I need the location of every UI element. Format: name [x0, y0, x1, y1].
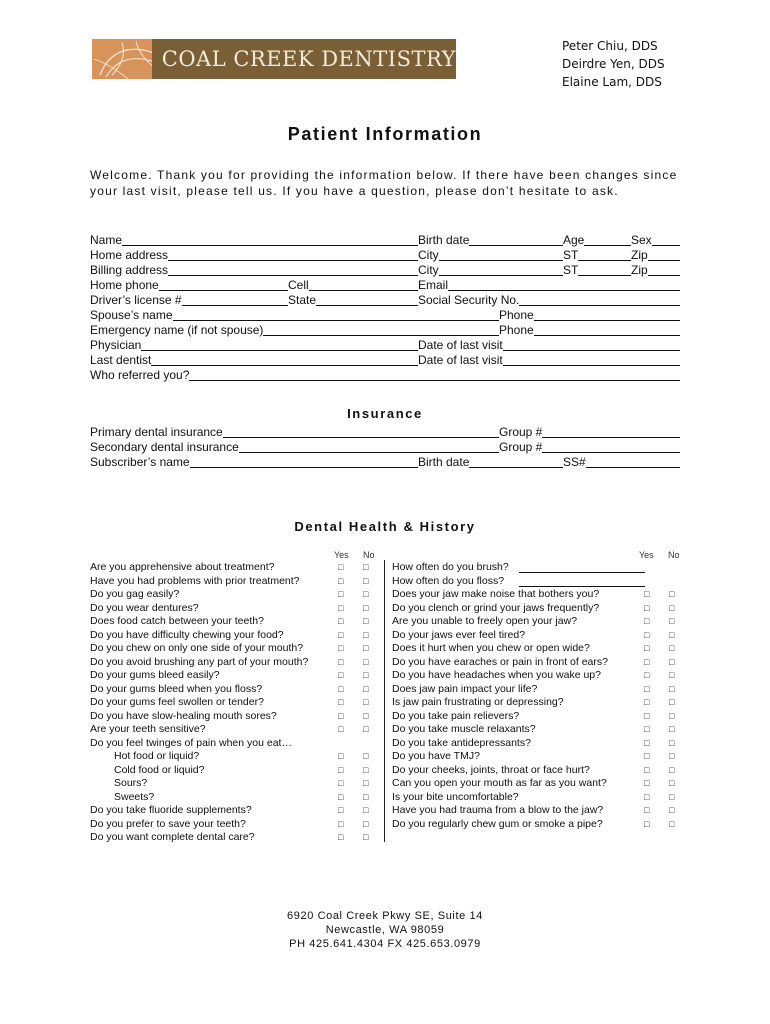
blank-line[interactable]	[469, 466, 563, 468]
yes-checkbox[interactable]: □	[338, 643, 344, 653]
question-text: Cold food or liquid?	[114, 763, 205, 776]
yes-checkbox[interactable]: □	[338, 710, 344, 721]
yes-checkbox[interactable]: □	[338, 575, 344, 586]
doctor-name: Deirdre Yen, DDS	[562, 57, 665, 71]
question-text: Are you apprehensive about treatment?	[90, 561, 275, 573]
yes-checkbox[interactable]: □	[338, 832, 344, 842]
question-text: Do your cheeks, joints, throat or face hurt?	[392, 763, 590, 776]
doctor-list	[562, 37, 665, 91]
question-text: Do your gums feel swollen or tender?	[90, 696, 264, 708]
blank-line[interactable]	[448, 289, 680, 291]
question-text: Have you had trauma from a blow to the jaw?	[392, 804, 604, 816]
question-text: Do you prefer to save your teeth?	[90, 817, 246, 830]
field-label: Primary dental insurance	[90, 425, 223, 439]
blank-line[interactable]	[168, 259, 418, 261]
yes-checkbox[interactable]: □	[338, 751, 344, 761]
field-label: Email	[418, 278, 449, 292]
question-text: Do you have earaches or pain in front of ears?	[392, 655, 608, 668]
blank-line[interactable]	[469, 244, 563, 246]
field-label: Last dentist	[90, 353, 152, 367]
yes-column-header: Yes	[334, 550, 349, 560]
yes-checkbox[interactable]: □	[338, 670, 344, 680]
question-text: Do your gums bleed when you floss?	[90, 682, 263, 695]
question-text: Do your gums bleed easily?	[90, 669, 220, 681]
blank-line[interactable]	[122, 244, 418, 246]
no-checkbox[interactable]: □	[669, 751, 675, 761]
no-checkbox[interactable]: □	[363, 629, 369, 640]
field-label: Birth date	[418, 233, 470, 247]
column-divider	[384, 560, 385, 842]
no-checkbox[interactable]: □	[363, 602, 369, 613]
no-checkbox[interactable]: □	[669, 656, 675, 667]
field-label: Emergency name (if not spouse)	[90, 323, 264, 337]
no-checkbox[interactable]: □	[363, 832, 369, 842]
yes-checkbox[interactable]: □	[338, 724, 344, 734]
yes-checkbox[interactable]: □	[644, 656, 650, 667]
field-label: Date of last visit	[418, 353, 503, 367]
address-line: Newcastle, WA 98059	[325, 924, 445, 936]
blank-line[interactable]	[182, 304, 288, 306]
insurance-field[interactable]	[563, 454, 680, 469]
no-checkbox[interactable]: □	[363, 791, 369, 802]
patient-info-field[interactable]	[90, 247, 418, 262]
no-checkbox[interactable]: □	[669, 737, 675, 748]
no-checkbox[interactable]: □	[363, 656, 369, 667]
blank-line[interactable]	[263, 334, 499, 336]
no-checkbox[interactable]: □	[363, 562, 369, 572]
no-checkbox[interactable]: □	[363, 683, 369, 694]
blank-line[interactable]	[534, 334, 680, 336]
practice-address	[0, 909, 770, 951]
field-label: City	[418, 248, 439, 262]
yes-checkbox[interactable]: □	[644, 629, 650, 640]
no-checkbox[interactable]: □	[669, 616, 675, 626]
blank-line[interactable]	[586, 466, 680, 468]
insurance-field[interactable]	[90, 454, 418, 469]
question-text: Do you have TMJ?	[392, 750, 480, 762]
dental-history-title: Dental Health & History	[294, 519, 476, 534]
blank-line[interactable]	[151, 364, 418, 366]
question-text: Do you take muscle relaxants?	[392, 723, 536, 735]
question-text: Do you take antidepressants?	[392, 736, 531, 749]
no-checkbox[interactable]: □	[669, 602, 675, 613]
no-checkbox[interactable]: □	[363, 818, 369, 829]
blank-line[interactable]	[542, 451, 680, 453]
yes-checkbox[interactable]: □	[338, 616, 344, 626]
yes-checkbox[interactable]: □	[338, 589, 344, 599]
patient-info-field[interactable]	[288, 277, 418, 292]
patient-info-field[interactable]	[563, 232, 631, 247]
no-checkbox[interactable]: □	[669, 683, 675, 694]
field-label: Group #	[499, 425, 543, 439]
yes-checkbox[interactable]: □	[338, 656, 344, 667]
no-checkbox[interactable]: □	[363, 670, 369, 680]
blank-line[interactable]	[239, 451, 499, 453]
patient-info-field[interactable]	[631, 262, 680, 277]
logo-mark-icon	[92, 39, 152, 79]
field-label: Driver’s license #	[90, 293, 182, 307]
yes-checkbox[interactable]: □	[644, 589, 650, 599]
blank-line[interactable]	[534, 319, 680, 321]
yes-checkbox[interactable]: □	[644, 602, 650, 613]
yes-checkbox[interactable]: □	[644, 697, 650, 707]
patient-info-field[interactable]	[499, 322, 680, 337]
blank-line[interactable]	[542, 436, 680, 438]
patient-info-field[interactable]	[90, 352, 418, 367]
doctor-name: Elaine Lam, DDS	[562, 75, 662, 89]
logo-text: COAL CREEK DENTISTRY	[152, 39, 456, 79]
yes-checkbox[interactable]: □	[644, 724, 650, 734]
question-text: Do you avoid brushing any part of your mouth?	[90, 655, 309, 668]
patient-info-row	[90, 307, 680, 322]
question-text: Do you chew on only one side of your mouth?	[90, 642, 304, 654]
no-checkbox[interactable]: □	[363, 778, 369, 788]
yes-checkbox[interactable]: □	[338, 764, 344, 775]
blank-line[interactable]	[578, 259, 631, 261]
yes-checkbox[interactable]: □	[644, 778, 650, 788]
patient-info-field[interactable]	[418, 337, 680, 352]
blank-line[interactable]	[189, 379, 680, 381]
patient-info-field[interactable]	[418, 262, 563, 277]
yes-checkbox[interactable]: □	[644, 818, 650, 829]
question-text: Does jaw pain impact your life?	[392, 682, 538, 695]
no-checkbox[interactable]: □	[669, 670, 675, 680]
question-text: Do your jaws ever feel tired?	[392, 628, 526, 641]
blank-line[interactable]	[648, 274, 680, 276]
field-label: Phone	[499, 308, 534, 322]
field-label: Physician	[90, 338, 142, 352]
no-column-header: No	[363, 550, 375, 560]
patient-info-field[interactable]	[90, 277, 288, 292]
field-label: Birth date	[418, 455, 470, 469]
blank-line[interactable]	[578, 274, 631, 276]
no-checkbox[interactable]: □	[669, 710, 675, 721]
yes-checkbox[interactable]: □	[644, 616, 650, 626]
question-text: Are your teeth sensitive?	[90, 723, 206, 735]
field-label: City	[418, 263, 439, 277]
question-text: Is your bite uncomfortable?	[392, 790, 519, 803]
no-checkbox[interactable]: □	[669, 724, 675, 734]
patient-info-field[interactable]	[563, 262, 631, 277]
patient-info-row	[90, 232, 680, 247]
question-text: How often do you brush?	[392, 561, 509, 573]
field-label: Age	[563, 233, 585, 247]
no-checkbox[interactable]: □	[363, 805, 369, 815]
field-label: Home address	[90, 248, 169, 262]
question-text: Hot food or liquid?	[114, 750, 200, 762]
blank-line[interactable]	[168, 274, 418, 276]
no-checkbox[interactable]: □	[363, 575, 369, 586]
patient-info-row	[90, 247, 680, 262]
patient-info-field[interactable]	[90, 367, 680, 382]
question-text: Sweets?	[114, 790, 155, 803]
question-text: Do you have slow-healing mouth sores?	[90, 709, 277, 722]
no-checkbox[interactable]: □	[669, 589, 675, 599]
no-checkbox[interactable]: □	[363, 616, 369, 626]
field-label: Sex	[631, 233, 652, 247]
yes-checkbox[interactable]: □	[644, 683, 650, 694]
patient-info-row	[90, 262, 680, 277]
doctor-name: Peter Chiu, DDS	[562, 39, 658, 53]
blank-line[interactable]	[223, 436, 499, 438]
no-checkbox[interactable]: □	[669, 643, 675, 653]
question-text: Can you open your mouth as far as you want?	[392, 777, 607, 789]
question-text: Do you wear dentures?	[90, 601, 199, 614]
field-label: Home phone	[90, 278, 159, 292]
no-checkbox[interactable]: □	[363, 589, 369, 599]
patient-info-field[interactable]	[418, 277, 680, 292]
patient-info-field[interactable]	[90, 262, 418, 277]
question-text: Do you have difficulty chewing your food?	[90, 628, 284, 641]
insurance-row	[90, 454, 680, 469]
question-text: Do you want complete dental care?	[90, 831, 255, 843]
yes-checkbox[interactable]: □	[338, 805, 344, 815]
question-text: Do you have headaches when you wake up?	[392, 669, 601, 681]
blank-line[interactable]	[652, 244, 680, 246]
answer-line[interactable]	[519, 572, 645, 573]
blank-line[interactable]	[316, 304, 418, 306]
question-text: Does food catch between your teeth?	[90, 615, 264, 627]
question-text: Sours?	[114, 777, 148, 789]
yes-checkbox[interactable]: □	[644, 643, 650, 653]
field-label: Cell	[288, 278, 309, 292]
question-text: Does it hurt when you chew or open wide?	[392, 642, 590, 654]
no-checkbox[interactable]: □	[363, 643, 369, 653]
answer-line[interactable]	[519, 586, 645, 587]
field-label: Zip	[631, 263, 648, 277]
yes-checkbox[interactable]: □	[338, 562, 344, 572]
practice-logo	[92, 39, 456, 79]
insurance-field[interactable]	[418, 454, 563, 469]
patient-info-field[interactable]	[499, 307, 680, 322]
question-text: Is jaw pain frustrating or depressing?	[392, 696, 564, 708]
question-text: Do you regularly chew gum or smoke a pipe?	[392, 817, 603, 830]
blank-line[interactable]	[439, 274, 563, 276]
question-text: Have you had problems with prior treatment?	[90, 574, 300, 587]
insurance-field[interactable]	[90, 424, 499, 439]
field-label: Who referred you?	[90, 368, 190, 382]
address-line: 6920 Coal Creek Pkwy SE, Suite 14	[287, 910, 483, 922]
patient-info-row	[90, 367, 680, 382]
insurance-title: Insurance	[347, 406, 423, 421]
patient-info-row	[90, 322, 680, 337]
yes-column-header: Yes	[639, 550, 654, 560]
yes-checkbox[interactable]: □	[644, 791, 650, 802]
blank-line[interactable]	[503, 364, 680, 366]
blank-line[interactable]	[519, 304, 680, 306]
blank-line[interactable]	[173, 319, 500, 321]
insurance-row	[90, 439, 680, 454]
blank-line[interactable]	[648, 259, 680, 261]
patient-info-field[interactable]	[418, 232, 563, 247]
blank-line[interactable]	[190, 466, 418, 468]
question-text: How often do you floss?	[392, 574, 505, 587]
insurance-field[interactable]	[499, 439, 680, 454]
field-label: Secondary dental insurance	[90, 440, 239, 454]
patient-info-field[interactable]	[90, 292, 288, 307]
yes-checkbox[interactable]: □	[338, 683, 344, 694]
yes-checkbox[interactable]: □	[644, 805, 650, 815]
question-text: Do you feel twinges of pain when you eat…	[90, 736, 292, 749]
no-column-header: No	[668, 550, 680, 560]
blank-line[interactable]	[309, 289, 418, 291]
question-text: Does your jaw make noise that bothers you?	[392, 588, 600, 600]
no-checkbox[interactable]: □	[669, 778, 675, 788]
yes-checkbox[interactable]: □	[644, 751, 650, 761]
yes-checkbox[interactable]: □	[338, 818, 344, 829]
field-label: Phone	[499, 323, 534, 337]
field-label: Zip	[631, 248, 648, 262]
yes-checkbox[interactable]: □	[644, 710, 650, 721]
patient-info-row	[90, 292, 680, 307]
yes-checkbox[interactable]: □	[644, 737, 650, 748]
yes-checkbox[interactable]: □	[338, 602, 344, 613]
no-checkbox[interactable]: □	[669, 818, 675, 829]
patient-info-field[interactable]	[90, 337, 418, 352]
phone-fax-line: PH 425.641.4304 FX 425.653.0979	[289, 938, 481, 950]
question-text: Do you clench or grind your jaws frequently?	[392, 601, 600, 614]
field-label: Billing address	[90, 263, 169, 277]
no-checkbox[interactable]: □	[669, 629, 675, 640]
patient-info-row	[90, 352, 680, 367]
no-checkbox[interactable]: □	[363, 764, 369, 775]
insurance-row	[90, 424, 680, 439]
patient-info-field[interactable]	[631, 247, 680, 262]
patient-info-field[interactable]	[90, 322, 499, 337]
no-checkbox[interactable]: □	[363, 710, 369, 721]
patient-info-row	[90, 337, 680, 352]
yes-checkbox[interactable]: □	[338, 697, 344, 707]
question-text: Do you take fluoride supplements?	[90, 804, 252, 816]
blank-line[interactable]	[584, 244, 631, 246]
blank-line[interactable]	[439, 259, 563, 261]
no-checkbox[interactable]: □	[363, 751, 369, 761]
blank-line[interactable]	[503, 349, 680, 351]
no-checkbox[interactable]: □	[363, 724, 369, 734]
question-text: Are you unable to freely open your jaw?	[392, 615, 578, 627]
field-label: ST	[563, 263, 579, 277]
blank-line[interactable]	[159, 289, 288, 291]
patient-info-field[interactable]	[90, 232, 418, 247]
field-label: Spouse’s name	[90, 308, 173, 322]
patient-info-field[interactable]	[418, 352, 680, 367]
field-label: Date of last visit	[418, 338, 503, 352]
yes-checkbox[interactable]: □	[338, 791, 344, 802]
yes-checkbox[interactable]: □	[338, 778, 344, 788]
page-title: Patient Information	[287, 124, 483, 144]
no-checkbox[interactable]: □	[669, 805, 675, 815]
patient-info-field[interactable]	[288, 292, 418, 307]
field-label: State	[288, 293, 317, 307]
yes-checkbox[interactable]: □	[644, 764, 650, 775]
patient-info-field[interactable]	[418, 247, 563, 262]
no-checkbox[interactable]: □	[669, 791, 675, 802]
patient-info-row	[90, 277, 680, 292]
patient-info-field[interactable]	[563, 247, 631, 262]
field-label: Social Security No.	[418, 293, 520, 307]
patient-info-field[interactable]	[631, 232, 680, 247]
patient-info-field[interactable]	[418, 292, 680, 307]
no-checkbox[interactable]: □	[363, 697, 369, 707]
field-label: Subscriber’s name	[90, 455, 190, 469]
question-text: Do you take pain relievers?	[392, 709, 520, 722]
no-checkbox[interactable]: □	[669, 764, 675, 775]
field-label: ST	[563, 248, 579, 262]
yes-checkbox[interactable]: □	[644, 670, 650, 680]
no-checkbox[interactable]: □	[669, 697, 675, 707]
patient-info-field[interactable]	[90, 307, 499, 322]
field-label: Name	[90, 233, 123, 247]
insurance-field[interactable]	[499, 424, 680, 439]
field-label: SS#	[563, 455, 586, 469]
field-label: Group #	[499, 440, 543, 454]
blank-line[interactable]	[141, 349, 418, 351]
intro-text: Welcome. Thank you for providing the information below. If there have been changes since your last visit, please tell us. If you have a question, please don’t hesitate to ask.	[90, 168, 678, 198]
question-text: Do you gag easily?	[90, 588, 180, 600]
insurance-field[interactable]	[90, 439, 499, 454]
yes-checkbox[interactable]: □	[338, 629, 344, 640]
